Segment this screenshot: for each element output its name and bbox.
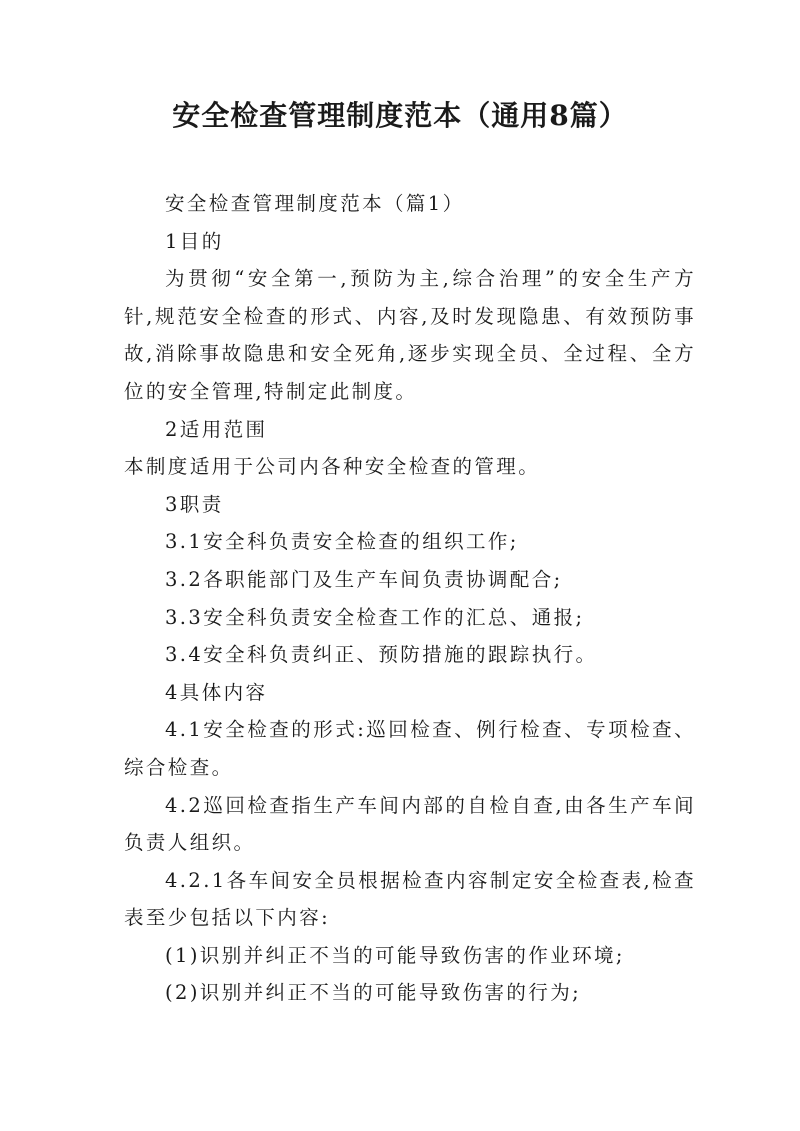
paragraph-4-2: 4.2巡回检查指生产车间内部的自检自查,由各生产车间负责人组织。 [124,793,696,855]
heading-purpose: 1目的 [165,229,224,253]
list-item-3-2: 3.2各职能部门及生产车间负责协调配合; [165,567,563,591]
document-title: 安全检查管理制度范本（通用8篇） [172,99,628,132]
list-item-1: (1)识别并纠正不当的可能导致伤害的作业环境; [165,943,625,967]
paragraph-4-2-1: 4.2.1各车间安全员根据检查内容制定安全检查表,检查表至少包括以下内容: [124,868,696,930]
paragraph-purpose: 为贯彻“安全第一,预防为主,综合治理”的安全生产方针,规范安全检查的形式、内容,及时发现隐患、有效预防事故,消除事故隐患和安全死角,逐步实现全员、全过程、全方位的安全管理,特制定此制度。 [124,267,696,403]
paragraph-4-1: 4.1安全检查的形式:巡回检查、例行检查、专项检查、综合检查。 [124,718,696,779]
list-item-3-1: 3.1安全科负责安全检查的组织工作; [165,530,519,554]
list-item-3-4: 3.4安全科负责纠正、预防措施的跟踪执行。 [165,643,598,667]
paragraph-scope: 本制度适用于公司内各种安全检查的管理。 [124,455,541,479]
heading-scope: 2适用范围 [165,417,268,441]
section-heading-article-1: 安全检查管理制度范本（篇1） [165,192,465,215]
heading-responsibilities: 3职责 [165,492,224,516]
heading-content: 4具体内容 [165,680,268,704]
list-item-2: (2)识别并纠正不当的可能导致伤害的行为; [165,981,582,1005]
document-body [124,185,696,1012]
list-item-3-3: 3.3安全科负责安全检查工作的汇总、通报; [165,605,585,629]
